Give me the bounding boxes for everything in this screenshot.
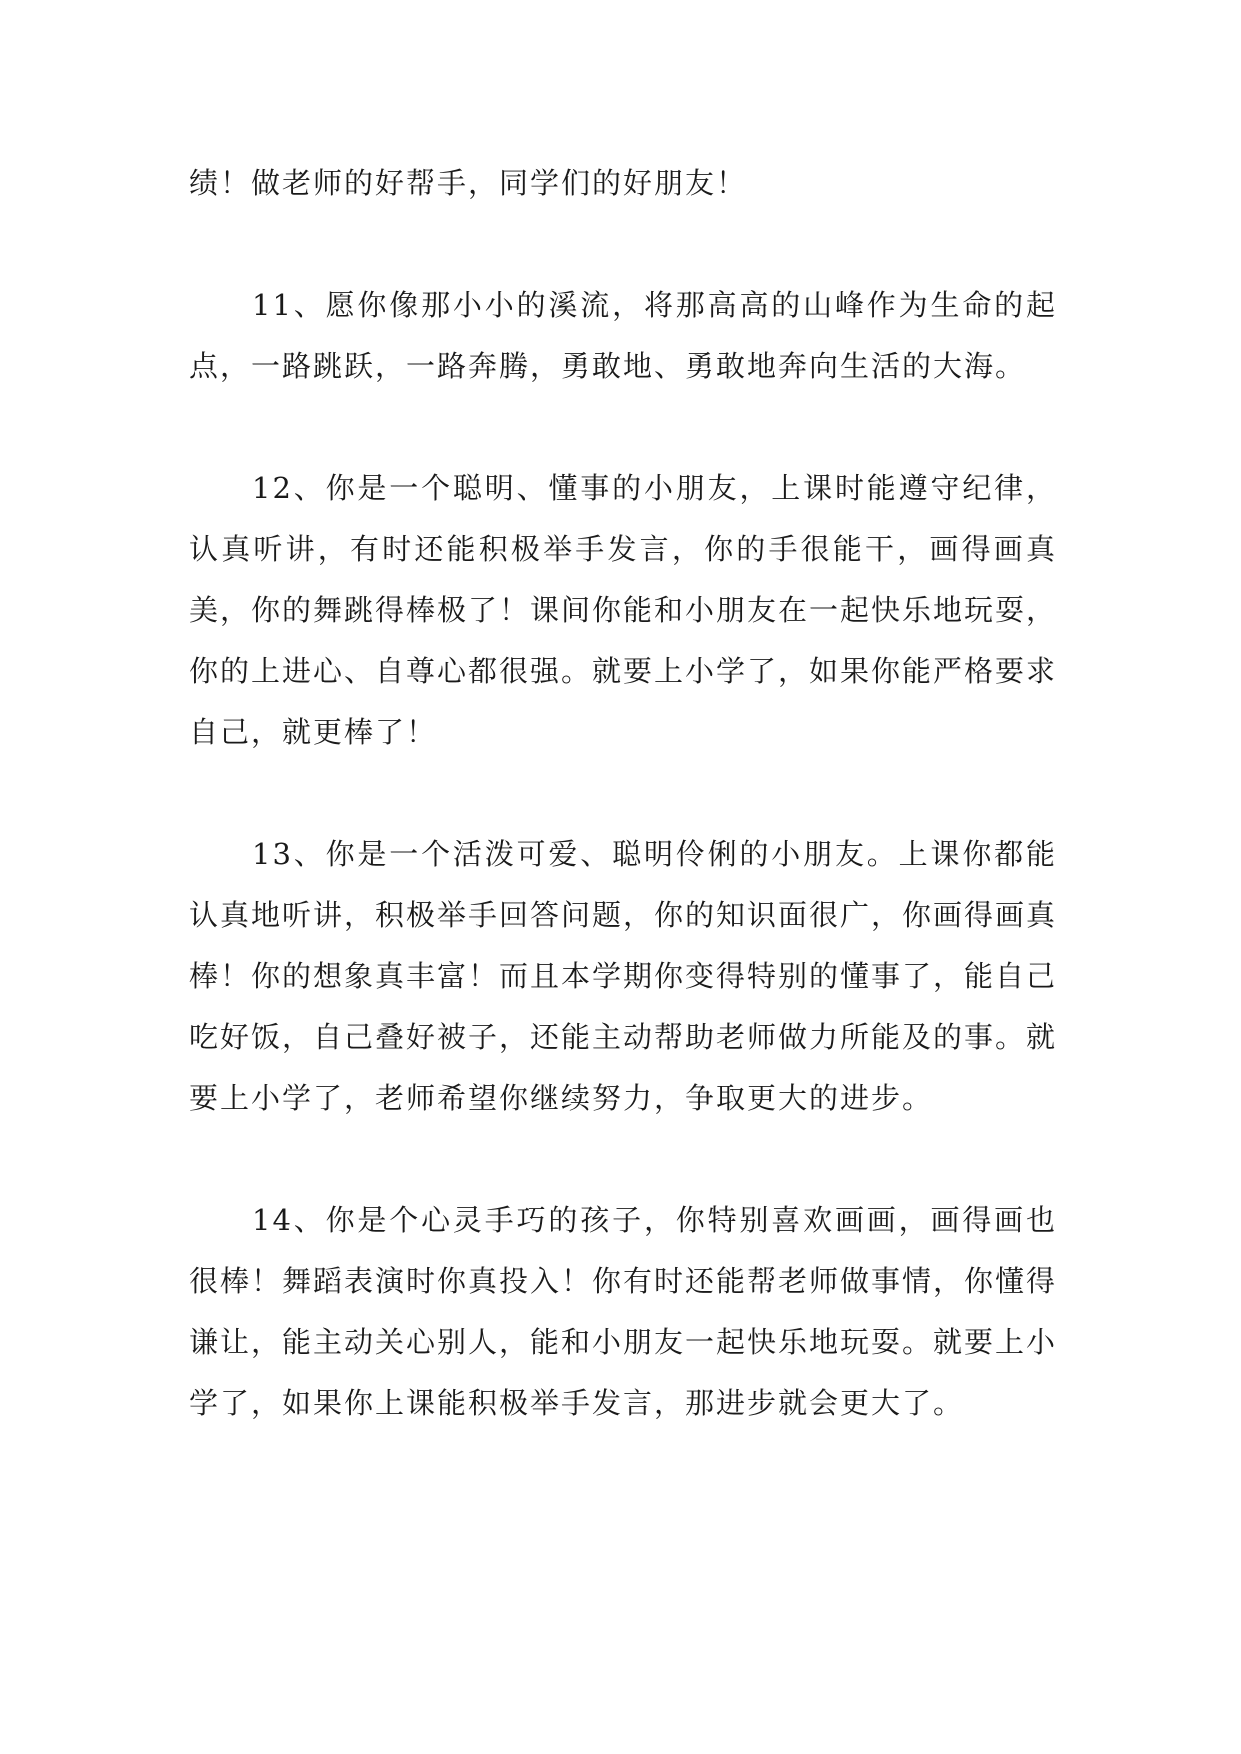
paragraph-continuation: 绩！做老师的好帮手，同学们的好朋友！ (189, 166, 748, 200)
paragraph-13: 13、你是一个活泼可爱、聪明伶俐的小朋友。上课你都能认真地听讲，积极举手回答问题，你的知识面很广，你画得画真棒！你的想象真丰富！而且本学期你变得特别的懂事了，能自己吃好饭，自己叠好被子，还能主动帮助老师做力所能及的事。就要上小学了，老师希望你继续努力，争取更大的进步。 (189, 837, 1058, 1115)
paragraph-12: 12、你是一个聪明、懂事的小朋友，上课时能遵守纪律，认真听讲，有时还能积极举手发言，你的手很能干，画得画真美，你的舞跳得棒极了！课间你能和小朋友在一起快乐地玩耍，你的上进心、自尊心都很强。就要上小学了，如果你能严格要求自己，就更棒了！ (189, 471, 1058, 749)
paragraph-14: 14、你是个心灵手巧的孩子，你特别喜欢画画，画得画也很棒！舞蹈表演时你真投入！你有时还能帮老师做事情，你懂得谦让，能主动关心别人，能和小朋友一起快乐地玩耍。就要上小学了，如果你上课能积极举手发言，那进步就会更大了。 (189, 1203, 1058, 1420)
paragraph-11: 11、愿你像那小小的溪流，将那高高的山峰作为生命的起点，一路跳跃，一路奔腾，勇敢地、勇敢地奔向生活的大海。 (189, 288, 1057, 383)
document-body (189, 153, 1057, 1495)
